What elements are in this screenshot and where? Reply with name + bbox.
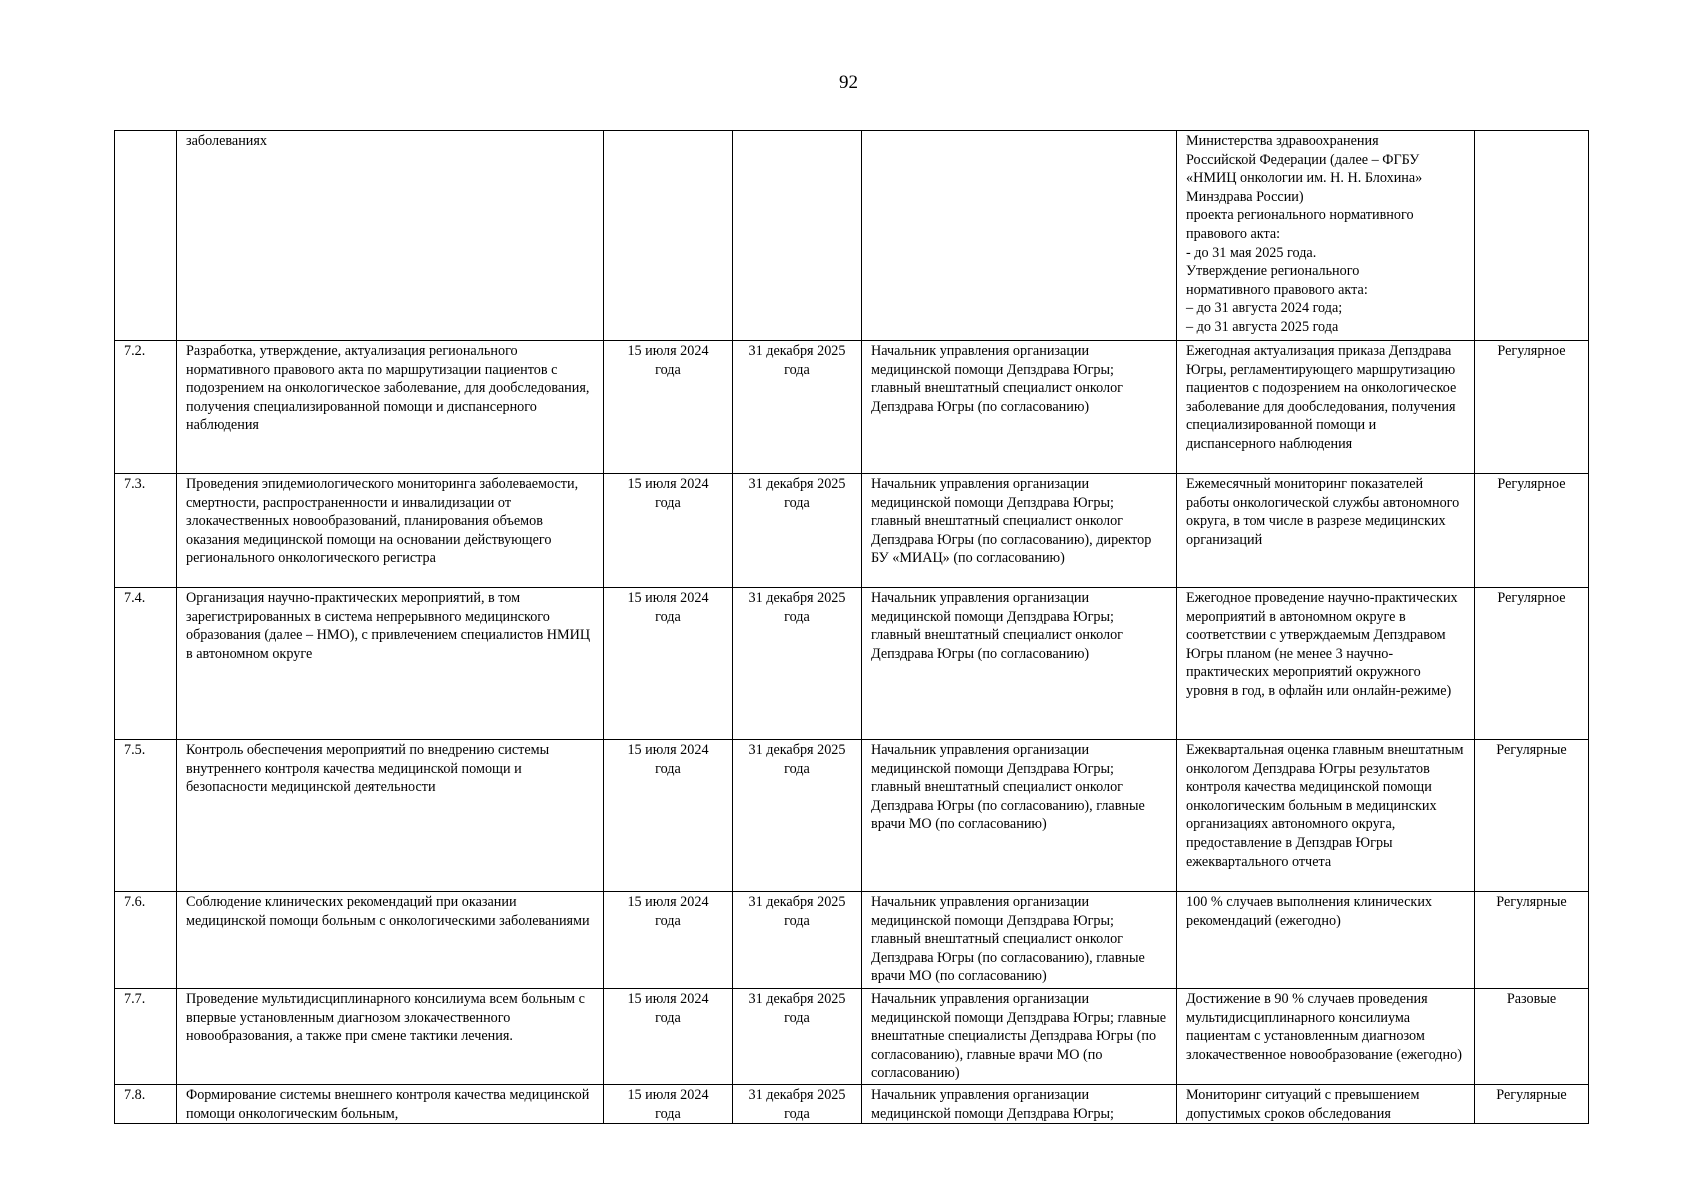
regularity-cell-text: Регулярное xyxy=(1497,476,1566,492)
responsible-cell xyxy=(862,740,1177,892)
responsible-cell-text: Начальник управления организации медицинской помощи Депздрава Югры; xyxy=(871,1087,1114,1122)
start-date-cell xyxy=(604,131,733,341)
table-row xyxy=(115,341,1589,474)
regularity-cell-text: Регулярные xyxy=(1496,742,1567,758)
result-cell xyxy=(1177,131,1475,341)
regularity-cell-text: Регулярное xyxy=(1497,343,1566,359)
table-row xyxy=(115,588,1589,740)
end-date-cell xyxy=(733,131,862,341)
item-number xyxy=(115,341,177,474)
event-cell xyxy=(177,131,604,341)
start-date-cell xyxy=(604,341,733,474)
start-date-cell-text: 15 июля 2024 года xyxy=(627,590,709,625)
result-line: правового акта: xyxy=(1186,225,1281,242)
end-date-cell-text: 31 декабря 2025 года xyxy=(748,590,846,625)
regularity-cell xyxy=(1475,989,1589,1085)
item-number xyxy=(115,740,177,892)
item-number xyxy=(115,989,177,1085)
item-number xyxy=(115,588,177,740)
responsible-cell-text: Начальник управления организации медицинской помощи Депздрава Югры; главные внештатные специалисты Депздрава Югры (по согласованию), главные врачи МО (по согласованию) xyxy=(871,991,1167,1082)
result-line: нормативного правового акта: xyxy=(1186,281,1368,298)
end-date-cell-text: 31 декабря 2025 года xyxy=(748,343,846,378)
event-cell xyxy=(177,1085,604,1124)
page-number: 92 xyxy=(839,72,858,93)
event-cell xyxy=(177,474,604,588)
event-cell-text: Соблюдение клинических рекомендаций при оказании медицинской помощи больным с онкологическими заболеваниями xyxy=(186,894,590,929)
result-line: проекта регионального нормативного xyxy=(1186,207,1414,224)
regularity-cell xyxy=(1475,1085,1589,1124)
result-cell xyxy=(1177,1085,1475,1124)
responsible-cell xyxy=(862,131,1177,341)
responsible-cell xyxy=(862,989,1177,1085)
result-cell xyxy=(1177,892,1475,989)
table-row xyxy=(115,474,1589,588)
event-cell xyxy=(177,740,604,892)
regularity-cell xyxy=(1475,892,1589,989)
result-cell xyxy=(1177,341,1475,474)
result-line: Ежемесячный мониторинг показателей работы онкологической службы автономного округа, в том числе в разрезе медицинских организаций xyxy=(1186,476,1460,548)
regularity-cell xyxy=(1475,341,1589,474)
start-date-cell xyxy=(604,989,733,1085)
responsible-cell xyxy=(862,341,1177,474)
start-date-cell-text: 15 июля 2024 года xyxy=(627,1087,709,1122)
result-line: Российской Федерации (далее – ФГБУ xyxy=(1186,151,1420,168)
item-number-text: 7.6. xyxy=(124,894,146,910)
event-cell-text: Проведение мультидисциплинарного консилиума всем больным с впервые установленным диагнозом злокачественного новообразования, а также при смене тактики лечения. xyxy=(186,991,585,1045)
responsible-cell-text: Начальник управления организации медицинской помощи Депздрава Югры; главный внештатный специалист онколог Депздрава Югры (по согласованию), главные врачи МО (по согласованию) xyxy=(871,742,1145,833)
event-cell xyxy=(177,341,604,474)
event-cell-text: Контроль обеспечения мероприятий по внедрению системы внутреннего контроля качества медицинской помощи и безопасности медицинской деятельности xyxy=(186,742,550,796)
start-date-cell xyxy=(604,588,733,740)
result-cell xyxy=(1177,588,1475,740)
responsible-cell-text: Начальник управления организации медицинской помощи Депздрава Югры; главный внештатный специалист онколог Депздрава Югры (по согласованию), директор БУ «МИАЦ» (по согласованию) xyxy=(871,476,1152,567)
event-cell xyxy=(177,989,604,1085)
table-row xyxy=(115,989,1589,1085)
table-row xyxy=(115,1085,1589,1124)
item-number xyxy=(115,474,177,588)
end-date-cell-text: 31 декабря 2025 года xyxy=(748,991,846,1026)
start-date-cell-text: 15 июля 2024 года xyxy=(627,476,709,511)
start-date-cell-text: 15 июля 2024 года xyxy=(627,343,709,378)
result-line: – до 31 августа 2025 года xyxy=(1186,318,1339,335)
regularity-cell xyxy=(1475,740,1589,892)
item-number xyxy=(115,1085,177,1124)
regularity-cell xyxy=(1475,474,1589,588)
end-date-cell-text: 31 декабря 2025 года xyxy=(748,894,846,929)
regularity-cell-text: Регулярное xyxy=(1497,590,1566,606)
result-line: Ежегодное проведение научно-практических мероприятий в автономном округе в соответствии с утверждаемым Депздравом Югры планом (не менее 3 научно-практических мероприятий окружного уровня в год, в офлайн или онлайн-режиме) xyxy=(1186,590,1458,699)
event-cell-text: Проведения эпидемиологического мониторинга заболеваемости, смертности, распространенности и инвалидизации от злокачественных новообразований, планирования объемов оказания медицинской помощи на основании действующего регионального онкологического регистра xyxy=(186,476,579,567)
result-cell xyxy=(1177,989,1475,1085)
result-cell xyxy=(1177,474,1475,588)
item-number-text: 7.3. xyxy=(124,476,146,492)
result-line: - до 31 мая 2025 года. xyxy=(1186,244,1317,261)
event-cell-text: заболеваниях xyxy=(186,133,268,149)
item-number-text: 7.8. xyxy=(124,1087,146,1103)
start-date-cell-text: 15 июля 2024 года xyxy=(627,991,709,1026)
result-line: Минздрава России) xyxy=(1186,188,1304,205)
table-row xyxy=(115,892,1589,989)
event-cell-text: Организация научно-практических мероприятий, в том зарегистрированных в система непрерывного медицинского образования (далее – НМО), с привлечением специалистов НМИЦ в автономном округе xyxy=(186,590,591,662)
event-cell-text: Формирование системы внешнего контроля качества медицинской помощи онкологическим больным, xyxy=(186,1087,590,1122)
item-number xyxy=(115,131,177,341)
event-cell xyxy=(177,588,604,740)
item-number-text: 7.4. xyxy=(124,590,146,606)
responsible-cell xyxy=(862,892,1177,989)
action-plan-table xyxy=(114,130,1589,1124)
event-cell xyxy=(177,892,604,989)
result-line: «НМИЦ онкологии им. Н. Н. Блохина» xyxy=(1186,170,1423,187)
end-date-cell-text: 31 декабря 2025 года xyxy=(748,742,846,777)
start-date-cell xyxy=(604,1085,733,1124)
result-line: Достижение в 90 % случаев проведения мультидисциплинарного консилиума пациентам с установленным диагнозом злокачественное новообразование (ежегодно) xyxy=(1186,991,1462,1063)
start-date-cell xyxy=(604,474,733,588)
result-line: Ежегодная актуализация приказа Депздрава Югры, регламентирующего маршрутизацию пациентов с подозрением на онкологическое заболевание для дообследования, получения специализированной помощи и диспансерного наблюдения xyxy=(1186,343,1457,452)
regularity-cell-text: Регулярные xyxy=(1496,1087,1567,1103)
end-date-cell xyxy=(733,989,862,1085)
responsible-cell-text: Начальник управления организации медицинской помощи Депздрава Югры; главный внештатный специалист онколог Депздрава Югры (по согласованию) xyxy=(871,590,1123,662)
result-cell xyxy=(1177,740,1475,892)
end-date-cell-text: 31 декабря 2025 года xyxy=(748,1087,846,1122)
responsible-cell xyxy=(862,1085,1177,1124)
result-line: Ежеквартальная оценка главным внештатным онкологом Депздрава Югры результатов контроля качества медицинской помощи онкологическим больным в медицинских организациях автономного округа, предоставление в Депздрав Югры ежеквартального отчета xyxy=(1186,742,1464,870)
regularity-cell xyxy=(1475,588,1589,740)
regularity-cell-text: Разовые xyxy=(1506,991,1557,1007)
regularity-cell xyxy=(1475,131,1589,341)
end-date-cell-text: 31 декабря 2025 года xyxy=(748,476,846,511)
responsible-cell-text: Начальник управления организации медицинской помощи Депздрава Югры; главный внештатный специалист онколог Депздрава Югры (по согласованию), главные врачи МО (по согласованию) xyxy=(871,894,1145,985)
end-date-cell xyxy=(733,474,862,588)
end-date-cell xyxy=(733,740,862,892)
regularity-cell-text: Регулярные xyxy=(1496,894,1567,910)
event-cell-text: Разработка, утверждение, актуализация регионального нормативного правового акта по маршрутизации пациентов с подозрением на онкологическое заболевание, для дообследования, получения специализированной помощи и диспансерного наблюдения xyxy=(186,343,590,434)
start-date-cell xyxy=(604,740,733,892)
result-line: – до 31 августа 2024 года; xyxy=(1186,300,1343,317)
start-date-cell-text: 15 июля 2024 года xyxy=(627,742,709,777)
result-line: Мониторинг ситуаций с превышением допустимых сроков обследования xyxy=(1186,1087,1420,1122)
item-number-text: 7.5. xyxy=(124,742,146,758)
responsible-cell xyxy=(862,474,1177,588)
result-line: Министерства здравоохранения xyxy=(1186,133,1379,149)
item-number-text: 7.2. xyxy=(124,343,146,359)
end-date-cell xyxy=(733,1085,862,1124)
table-row xyxy=(115,740,1589,892)
end-date-cell xyxy=(733,892,862,989)
item-number xyxy=(115,892,177,989)
end-date-cell xyxy=(733,588,862,740)
responsible-cell-text: Начальник управления организации медицинской помощи Депздрава Югры; главный внештатный специалист онколог Депздрава Югры (по согласованию) xyxy=(871,343,1123,415)
result-line: 100 % случаев выполнения клинических рекомендаций (ежегодно) xyxy=(1186,894,1433,929)
responsible-cell xyxy=(862,588,1177,740)
end-date-cell xyxy=(733,341,862,474)
start-date-cell-text: 15 июля 2024 года xyxy=(627,894,709,929)
item-number-text: 7.7. xyxy=(124,991,146,1007)
result-line: Утверждение регионального xyxy=(1186,263,1360,280)
start-date-cell xyxy=(604,892,733,989)
table-row xyxy=(115,131,1589,341)
